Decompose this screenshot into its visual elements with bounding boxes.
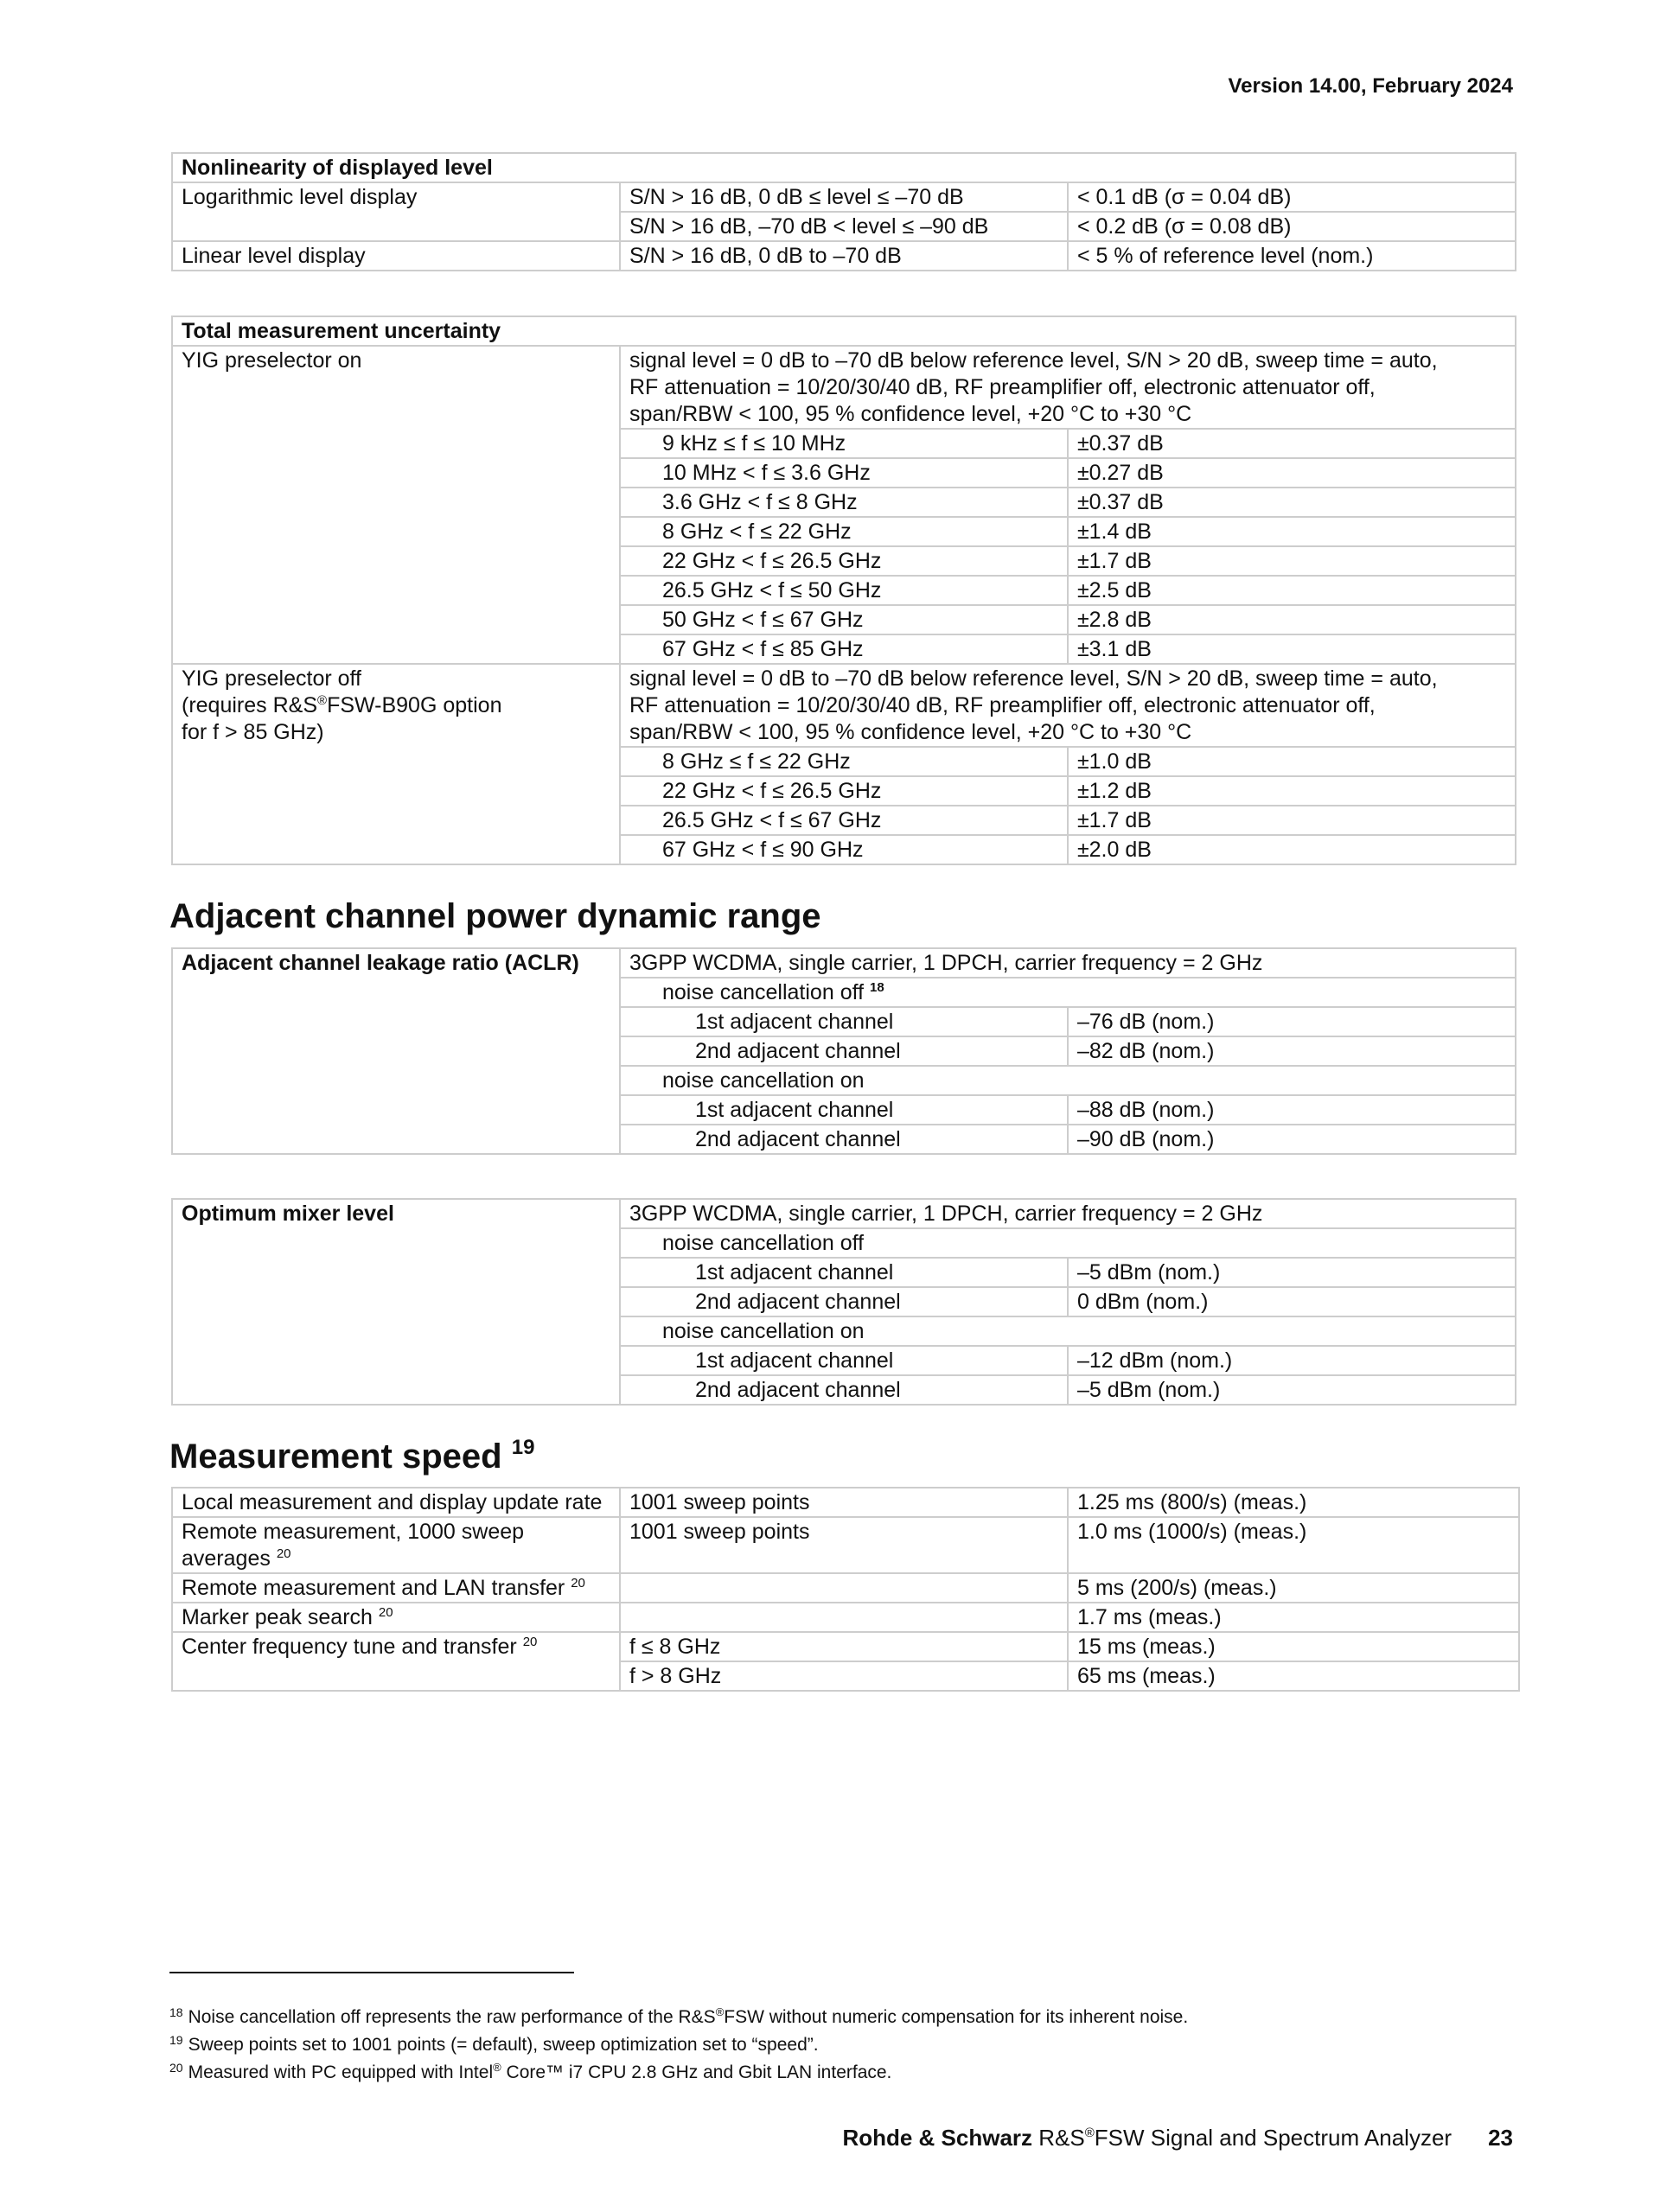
footnotes [169, 2004, 1188, 2087]
value-cell: 65 ms (meas.) [1068, 1661, 1519, 1691]
value-cell: ±1.4 dB [1068, 517, 1516, 546]
mixer-table [171, 1198, 1516, 1406]
value-cell: 5 ms (200/s) (meas.) [1068, 1573, 1519, 1603]
channel-cell: 1st adjacent channel [620, 1007, 1068, 1036]
range-cell: 67 GHz < f ≤ 85 GHz [620, 634, 1068, 664]
label-line: YIG preselector off [182, 666, 361, 691]
registered-mark: ® [317, 693, 328, 708]
range-cell: 9 kHz ≤ f ≤ 10 MHz [620, 429, 1068, 458]
subheading-cell: noise cancellation on [620, 1316, 1516, 1346]
value-cell: –5 dBm (nom.) [1068, 1375, 1516, 1405]
footnote-text: Noise cancellation off represents the raw performance of the R&S [188, 2007, 716, 2027]
section-heading-acp: Adjacent channel power dynamic range [169, 897, 821, 935]
row-label: YIG preselector on [172, 346, 620, 664]
row-label: Optimum mixer level [172, 1199, 620, 1405]
channel-cell: 2nd adjacent channel [620, 1036, 1068, 1066]
condition-cell [620, 346, 1516, 429]
channel-cell: 1st adjacent channel [620, 1095, 1068, 1125]
channel-cell: 2nd adjacent channel [620, 1375, 1068, 1405]
footnote-number: 20 [169, 2061, 183, 2075]
value-cell: –76 dB (nom.) [1068, 1007, 1516, 1036]
condition-cell [620, 1603, 1068, 1632]
value-cell: ±2.0 dB [1068, 835, 1516, 864]
value-cell: ±2.8 dB [1068, 605, 1516, 634]
section-heading-speed [169, 1436, 534, 1477]
range-cell: 26.5 GHz < f ≤ 50 GHz [620, 576, 1068, 605]
range-cell: 8 GHz ≤ f ≤ 22 GHz [620, 747, 1068, 776]
aclr-table [171, 947, 1516, 1155]
value-cell: ±1.7 dB [1068, 546, 1516, 576]
subheading-cell [620, 978, 1516, 1007]
footnote-divider [169, 1972, 574, 1973]
condition-cell: S/N > 16 dB, 0 dB ≤ level ≤ –70 dB [620, 182, 1068, 212]
range-cell: 67 GHz < f ≤ 90 GHz [620, 835, 1068, 864]
footnote-20 [169, 2059, 1188, 2087]
page-number: 23 [1488, 2125, 1513, 2151]
value-cell: ±0.37 dB [1068, 429, 1516, 458]
row-label: Logarithmic level display [172, 182, 620, 241]
label-text: Center frequency tune and transfer [182, 1635, 517, 1659]
footer-product: R&S [1032, 2125, 1085, 2151]
condition-cell: 3GPP WCDMA, single carrier, 1 DPCH, carrier frequency = 2 GHz [620, 948, 1516, 978]
value-cell: 15 ms (meas.) [1068, 1632, 1519, 1661]
value-cell: < 0.2 dB (σ = 0.08 dB) [1068, 212, 1516, 241]
value-cell: –12 dBm (nom.) [1068, 1346, 1516, 1375]
registered-mark: ® [493, 2061, 501, 2074]
row-label [172, 664, 620, 864]
row-label [172, 1603, 620, 1632]
footer-product: FSW Signal and Spectrum Analyzer [1094, 2125, 1452, 2151]
nonlinearity-table [171, 152, 1516, 271]
range-cell: 26.5 GHz < f ≤ 67 GHz [620, 806, 1068, 835]
value-cell: ±0.27 dB [1068, 458, 1516, 488]
page-footer [842, 2125, 1513, 2151]
footnote-ref: 20 [522, 1635, 538, 1649]
row-label: Local measurement and display update rate [172, 1488, 620, 1517]
row-label [172, 1517, 620, 1573]
value-cell: –88 dB (nom.) [1068, 1095, 1516, 1125]
range-cell: 8 GHz < f ≤ 22 GHz [620, 517, 1068, 546]
version-header: Version 14.00, February 2024 [1228, 74, 1513, 98]
condition-cell: f > 8 GHz [620, 1661, 1068, 1691]
value-cell: ±1.2 dB [1068, 776, 1516, 806]
value-cell: < 0.1 dB (σ = 0.04 dB) [1068, 182, 1516, 212]
registered-mark: ® [715, 2005, 725, 2018]
footnote-text: FSW without numeric compensation for its inherent noise. [724, 2007, 1189, 2027]
value-cell: ±1.7 dB [1068, 806, 1516, 835]
label-line [182, 692, 610, 719]
condition-cell [620, 664, 1516, 747]
value-cell: –90 dB (nom.) [1068, 1125, 1516, 1154]
footer-brand: Rohde & Schwarz [842, 2125, 1033, 2151]
condition-cell: S/N > 16 dB, 0 dB to –70 dB [620, 241, 1068, 271]
condition-cell: 1001 sweep points [620, 1488, 1068, 1517]
speed-table [171, 1487, 1520, 1692]
condition-cell: S/N > 16 dB, –70 dB < level ≤ –90 dB [620, 212, 1068, 241]
channel-cell: 1st adjacent channel [620, 1346, 1068, 1375]
condition-line: signal level = 0 dB to –70 dB below reference level, S/N > 20 dB, sweep time = auto, [629, 666, 1438, 691]
channel-cell: 1st adjacent channel [620, 1258, 1068, 1287]
range-cell: 22 GHz < f ≤ 26.5 GHz [620, 776, 1068, 806]
heading-text: Measurement speed [169, 1437, 502, 1476]
registered-mark: ® [1084, 2126, 1095, 2140]
table-title: Nonlinearity of displayed level [172, 153, 1516, 182]
footnote-ref: 20 [378, 1605, 393, 1620]
subheading-cell: noise cancellation off [620, 1228, 1516, 1258]
value-cell: –5 dBm (nom.) [1068, 1258, 1516, 1287]
condition-line: span/RBW < 100, 95 % confidence level, +20 °C to +30 °C [629, 402, 1192, 426]
footnote-number: 18 [169, 2005, 183, 2019]
condition-cell: f ≤ 8 GHz [620, 1632, 1068, 1661]
value-cell: ±2.5 dB [1068, 576, 1516, 605]
footnote-19 [169, 2031, 1188, 2059]
footnote-text: Core™ i7 CPU 2.8 GHz and Gbit LAN interface. [501, 2062, 892, 2082]
row-label: Linear level display [172, 241, 620, 271]
subheading-cell: noise cancellation on [620, 1066, 1516, 1095]
condition-cell: 1001 sweep points [620, 1517, 1068, 1573]
value-cell: 1.7 ms (meas.) [1068, 1603, 1519, 1632]
table-title: Total measurement uncertainty [172, 316, 1516, 346]
value-cell: 0 dBm (nom.) [1068, 1287, 1516, 1316]
range-cell: 10 MHz < f ≤ 3.6 GHz [620, 458, 1068, 488]
condition-line: signal level = 0 dB to –70 dB below reference level, S/N > 20 dB, sweep time = auto, [629, 348, 1438, 373]
label-text: FSW-B90G option [327, 693, 502, 717]
value-cell: 1.25 ms (800/s) (meas.) [1068, 1488, 1519, 1517]
label-text: (requires R&S [182, 693, 317, 717]
value-cell: ±0.37 dB [1068, 488, 1516, 517]
footnote-ref: 20 [571, 1576, 585, 1590]
footnote-number: 19 [169, 2033, 183, 2047]
value-cell: –82 dB (nom.) [1068, 1036, 1516, 1066]
range-cell: 22 GHz < f ≤ 26.5 GHz [620, 546, 1068, 576]
label-line: for f > 85 GHz) [182, 720, 324, 744]
condition-line: RF attenuation = 10/20/30/40 dB, RF preamplifier off, electronic attenuator off, [629, 375, 1376, 399]
uncertainty-table [171, 316, 1516, 865]
subheading-text: noise cancellation off [662, 980, 865, 1004]
condition-cell: 3GPP WCDMA, single carrier, 1 DPCH, carrier frequency = 2 GHz [620, 1199, 1516, 1228]
channel-cell: 2nd adjacent channel [620, 1125, 1068, 1154]
value-cell: ±1.0 dB [1068, 747, 1516, 776]
value-cell: < 5 % of reference level (nom.) [1068, 241, 1516, 271]
label-text: Marker peak search [182, 1605, 373, 1629]
label-text: Remote measurement and LAN transfer [182, 1576, 565, 1600]
footnote-ref: 19 [511, 1436, 535, 1459]
channel-cell: 2nd adjacent channel [620, 1287, 1068, 1316]
row-label: Adjacent channel leakage ratio (ACLR) [172, 948, 620, 1154]
range-cell: 50 GHz < f ≤ 67 GHz [620, 605, 1068, 634]
label-text: Remote measurement, 1000 sweep averages [182, 1520, 525, 1571]
condition-cell [620, 1573, 1068, 1603]
value-cell: ±3.1 dB [1068, 634, 1516, 664]
row-label [172, 1632, 620, 1691]
footnote-ref: 20 [276, 1546, 291, 1561]
condition-line: span/RBW < 100, 95 % confidence level, +20 °C to +30 °C [629, 720, 1192, 744]
value-cell: 1.0 ms (1000/s) (meas.) [1068, 1517, 1519, 1573]
row-label [172, 1573, 620, 1603]
range-cell: 3.6 GHz < f ≤ 8 GHz [620, 488, 1068, 517]
footnote-text: Sweep points set to 1001 points (= default), sweep optimization set to “speed”. [188, 2035, 819, 2055]
footnote-text: Measured with PC equipped with Intel [188, 2062, 494, 2082]
footnote-18 [169, 2004, 1188, 2031]
footnote-ref: 18 [870, 980, 884, 995]
condition-line: RF attenuation = 10/20/30/40 dB, RF preamplifier off, electronic attenuator off, [629, 693, 1376, 717]
